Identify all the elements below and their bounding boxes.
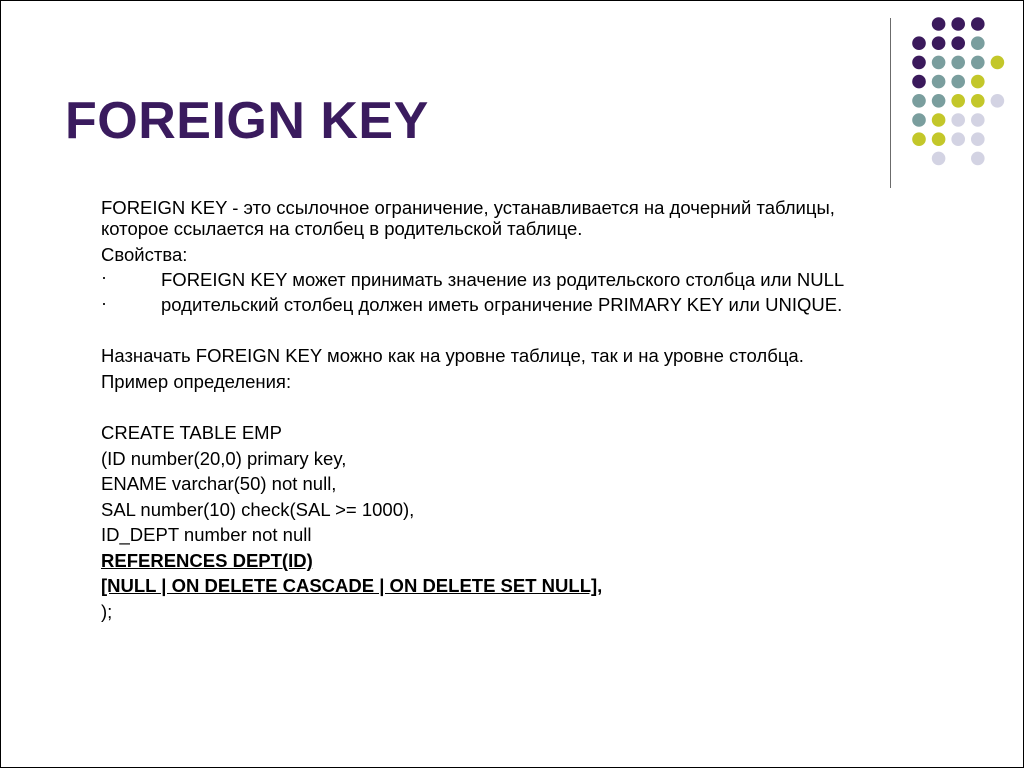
decorative-dot <box>932 94 946 108</box>
example-label: Пример определения: <box>101 371 292 392</box>
intro-line-1: FOREIGN KEY - это ссылочное ограничение, устанавливается на дочерний таблицы, <box>101 197 835 218</box>
decorative-dot <box>912 113 926 127</box>
decorative-dot <box>951 132 965 146</box>
decorative-dot <box>932 113 946 127</box>
decorative-dot <box>932 75 946 89</box>
decorative-dot <box>912 36 926 50</box>
decorative-dot <box>971 36 985 50</box>
code-line-close: ); <box>101 601 113 622</box>
decorative-dot <box>951 113 965 127</box>
decorative-dot <box>971 56 985 70</box>
slide-title: FOREIGN KEY <box>65 92 429 150</box>
bullet-item: родительский столбец должен иметь ограничение PRIMARY KEY или UNIQUE. <box>161 294 843 315</box>
code-line: (ID number(20,0) primary key, <box>101 448 347 469</box>
decorative-dot <box>971 94 985 108</box>
decorative-dot <box>912 56 926 70</box>
decorative-dot <box>971 75 985 89</box>
code-line: SAL number(10) check(SAL >= 1000), <box>101 499 415 520</box>
decorative-dot <box>951 36 965 50</box>
decorative-dot <box>971 113 985 127</box>
decorative-dot <box>932 132 946 146</box>
code-line: ENAME varchar(50) not null, <box>101 473 337 494</box>
assign-line: Назначать FOREIGN KEY можно как на уровне таблице, так и на уровне столбца. <box>101 345 804 366</box>
code-line-references: REFERENCES DEPT(ID) <box>101 550 313 571</box>
properties-label: Свойства: <box>101 244 188 265</box>
bullet-item: FOREIGN KEY может принимать значение из родительского столбца или NULL <box>161 269 845 290</box>
bullet-marker: · <box>101 293 107 313</box>
code-line-options: [NULL | ON DELETE CASCADE | ON DELETE SET NULL], <box>101 575 603 596</box>
decorative-dot <box>932 56 946 70</box>
decorative-dot <box>932 36 946 50</box>
decorative-dot <box>971 132 985 146</box>
decorative-dot <box>951 56 965 70</box>
decorative-dot <box>991 94 1005 108</box>
decorative-dot <box>971 17 985 31</box>
decorative-dot <box>951 94 965 108</box>
code-line: ID_DEPT number not null <box>101 524 312 545</box>
decorative-dot <box>991 56 1005 70</box>
divider-line <box>890 18 891 188</box>
decorative-dot <box>951 17 965 31</box>
intro-line-2: которое ссылается на столбец в родительской таблице. <box>101 218 583 239</box>
decorative-dot <box>912 132 926 146</box>
decorative-dot <box>912 94 926 108</box>
decorative-dot <box>971 152 985 166</box>
decorative-dot <box>932 17 946 31</box>
decorative-dot <box>932 152 946 166</box>
decorative-dot <box>951 75 965 89</box>
bullet-marker: · <box>101 267 107 287</box>
decorative-dot <box>912 75 926 89</box>
code-line: CREATE TABLE EMP <box>101 422 282 443</box>
